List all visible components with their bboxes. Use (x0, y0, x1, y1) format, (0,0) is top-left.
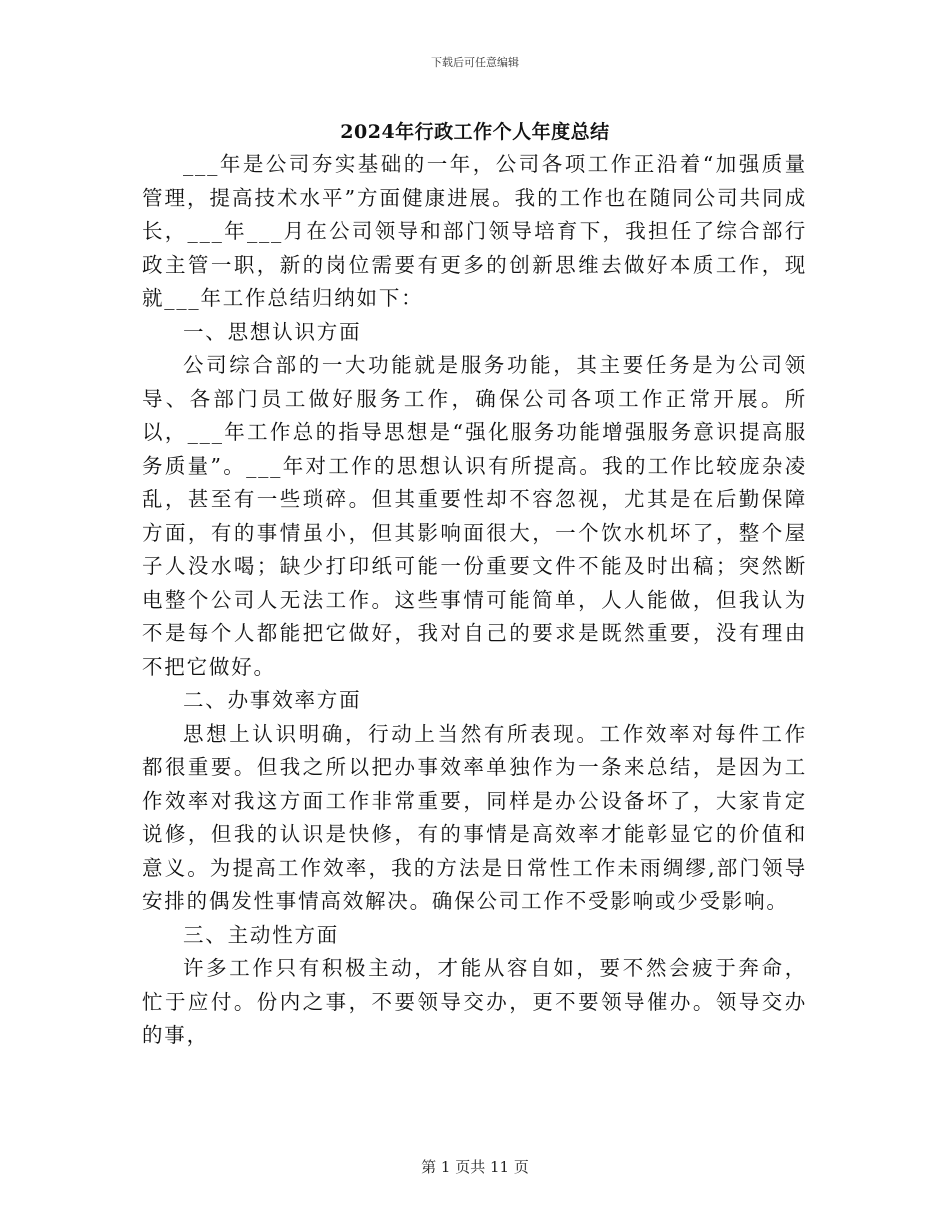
header-note: 下载后可任意编辑 (431, 56, 519, 69)
intro-paragraph: ___年是公司夯实基础的一年，公司各项工作正沿着“加强质量管理，提高技术水平”方面健康进展。我的工作也在随同公司共同成长，___年___月在公司领导和部门领导培育下，我担任了综合部行政主管一职，新的岗位需要有更多的创新思维去做好本质工作，现就___年工作总结归纳如下： (142, 152, 807, 310)
document-title: 2024年行政工作个人年度总结 (340, 121, 610, 143)
document-body (142, 148, 807, 1053)
section-heading-initiative: 三、主动性方面 (183, 922, 340, 947)
efficiency-paragraph: 思想上认识明确，行动上当然有所表现。工作效率对每件工作都很重要。但我之所以把办事效率单独作为一条来总结，是因为工作效率对我这方面工作非常重要，同样是办公设备坏了，大家肯定说修，但我的认识是快修，有的事情是高效率才能彰显它的价值和意义。为提高工作效率，我的方法是日常性工作未雨绸缪,部门领导安排的偶发性事情高效解决。确保公司工作不受影响或少受影响。 (142, 721, 807, 913)
page-footer: 第 1 页共 11 页 (421, 1158, 529, 1176)
initiative-paragraph: 许多工作只有积极主动，才能从容自如，要不然会疲于奔命，忙于应付。份内之事，不要领导交办，更不要领导催办。领导交办的事， (142, 956, 807, 1047)
section-heading-efficiency: 二、办事效率方面 (183, 688, 362, 712)
section-heading-thinking: 一、思想认识方面 (183, 319, 362, 344)
thinking-paragraph: 公司综合部的一大功能就是服务功能，其主要任务是为公司领导、各部门员工做好服务工作，确保公司各项工作正常开展。所以，___年工作总的指导思想是“强化服务功能增强服务意识提高服务质量”。___年对工作的思想认识有所提高。我的工作比较庞杂凌乱，甚至有一些琐碎。但其重要性却不容忽视，尤其是在后勤保障方面，有的事情虽小，但其影响面很大，一个饮水机坏了，整个屋子人没水喝；缺少打印纸可能一份重要文件不能及时出稿；突然断电整个公司人无法工作。这些事情可能简单，人人能做，但我认为不是每个人都能把它做好，我对自己的要求是既然重要，没有理由不把它做好。 (142, 353, 807, 679)
